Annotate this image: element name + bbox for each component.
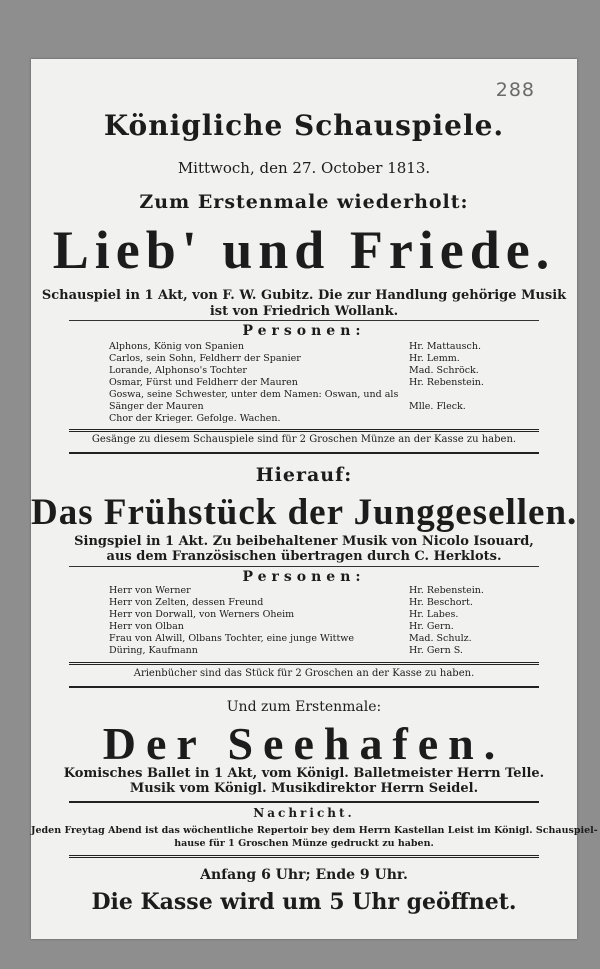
divider xyxy=(69,855,539,858)
cast-row xyxy=(109,585,489,597)
cast-actor: Mad. Schröck. xyxy=(409,365,479,376)
cast-row xyxy=(109,353,489,365)
play3-subtitle-line1: Komisches Ballet in 1 Akt, vom Königl. Balletmeister Herrn Telle. xyxy=(63,766,545,781)
cast-row xyxy=(109,389,489,401)
cast-actor: Hr. Rebenstein. xyxy=(409,377,484,388)
cast-row xyxy=(109,365,489,377)
theatre-header: Königliche Schauspiele. xyxy=(103,109,505,142)
box-office-note: Die Kasse wird um 5 Uhr geöffnet. xyxy=(91,889,517,915)
divider xyxy=(69,686,539,688)
cast-role: Chor der Krieger. Gefolge. Wachen. xyxy=(109,413,281,424)
performance-date: Mittwoch, den 27. October 1813. xyxy=(177,159,431,177)
cast-role: Frau von Alwill, Olbans Tochter, eine junge Wittwe xyxy=(109,633,355,644)
cast-role: Goswa, seine Schwester, unter dem Namen: Oswan, und als xyxy=(109,389,399,400)
play1-title: Lieb' und Friede. xyxy=(52,220,556,280)
cast-row xyxy=(109,413,489,425)
play2-subtitle-line2: aus dem Französischen übertragen durch C. Herklots. xyxy=(106,549,502,564)
play2-personen-label: Personen: xyxy=(242,569,366,585)
cast-row xyxy=(109,621,489,633)
cast-row xyxy=(109,341,489,353)
play1-subtitle-line2: ist von Friedrich Wollank. xyxy=(209,304,399,319)
play1-subtitle-line1: Schauspiel in 1 Akt, von F. W. Gubitz. Die zur Handlung gehörige Musik xyxy=(41,288,567,303)
nachricht-line2: hause für 1 Groschen Münze gedruckt zu haben. xyxy=(174,838,434,849)
play1-personen-label: Personen: xyxy=(242,323,366,339)
cast-row xyxy=(109,377,489,389)
cast-role: Düring, Kaufmann xyxy=(109,645,198,656)
cast-actor: Hr. Lemm. xyxy=(409,353,460,364)
cast-row xyxy=(109,645,489,657)
nachricht-line1: Jeden Freytag Abend ist das wöchentliche Repertoir bey dem Herrn Kastellan Leist im Königl. Schauspiel- xyxy=(31,825,598,836)
divider xyxy=(69,801,539,803)
cast-row xyxy=(109,633,489,645)
play3-announcement: Und zum Erstenmale: xyxy=(226,699,382,715)
cast-row xyxy=(109,401,489,413)
cast-role: Herr von Werner xyxy=(109,585,191,596)
play2-title: Das Frühstück der Junggesellen. xyxy=(31,492,578,533)
divider xyxy=(69,429,539,432)
play2-cast-list xyxy=(109,585,489,657)
play1-announcement: Zum Erstenmale wiederholt: xyxy=(139,191,469,213)
play2-subtitle-line1: Singspiel in 1 Akt. Zu beibehaltener Musik von Nicolo Isouard, xyxy=(74,534,534,549)
cast-actor: Hr. Rebenstein. xyxy=(409,585,484,596)
play1-cast-list xyxy=(109,341,489,425)
cast-role: Osmar, Fürst und Feldherr der Mauren xyxy=(109,377,298,388)
cast-role: Sänger der Mauren xyxy=(109,401,204,412)
nachricht-heading: Nachricht. xyxy=(253,806,355,820)
cast-actor: Hr. Beschort. xyxy=(409,597,473,608)
cast-row xyxy=(109,609,489,621)
cast-role: Alphons, König von Spanien xyxy=(109,341,245,352)
page-number: 288 xyxy=(495,79,535,101)
cast-role: Lorande, Alphonso's Tochter xyxy=(109,365,247,376)
cast-role: Carlos, sein Sohn, Feldherr der Spanier xyxy=(109,353,301,364)
cast-actor: Mlle. Fleck. xyxy=(409,401,466,412)
cast-actor: Hr. Labes. xyxy=(409,609,459,620)
cast-role: Herr von Dorwall, von Werners Oheim xyxy=(109,609,295,620)
play2-announcement: Hierauf: xyxy=(255,464,353,486)
cast-actor: Mad. Schulz. xyxy=(409,633,472,644)
divider xyxy=(69,566,539,567)
cast-actor: Hr. Gern. xyxy=(409,621,454,632)
playbill-sheet xyxy=(31,59,598,939)
play3-title: Der Seehafen. xyxy=(102,718,506,769)
play3-subtitle-line2: Musik vom Königl. Musikdirektor Herrn Seidel. xyxy=(129,781,479,796)
cast-role: Herr von Zelten, dessen Freund xyxy=(109,597,264,608)
divider xyxy=(69,320,539,321)
cast-row xyxy=(109,597,489,609)
divider xyxy=(69,662,539,665)
cast-actor: Hr. Mattausch. xyxy=(409,341,481,352)
play2-note: Arienbücher sind das Stück für 2 Groschen an der Kasse zu haben. xyxy=(133,668,475,679)
divider xyxy=(69,452,539,454)
cast-actor: Hr. Gern S. xyxy=(409,645,463,656)
play1-note: Gesänge zu diesem Schauspiele sind für 2 Groschen Münze an der Kasse zu haben. xyxy=(91,434,517,445)
cast-role: Herr von Olban xyxy=(109,621,184,632)
performance-times: Anfang 6 Uhr; Ende 9 Uhr. xyxy=(200,867,408,883)
